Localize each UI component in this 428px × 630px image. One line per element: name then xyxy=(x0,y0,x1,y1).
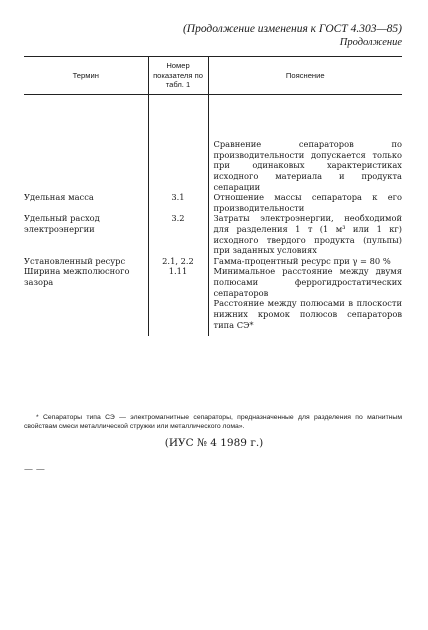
table-row xyxy=(24,192,402,213)
term-cell: Удельный расход электроэнергии xyxy=(24,213,148,255)
table-row xyxy=(24,95,402,193)
term-cell xyxy=(24,298,148,336)
column-header-number: Номер показателя по табл. 1 xyxy=(148,57,208,95)
explanation-cell: Сравнение сепараторов по производительности допускается только при одинаковых характеристиках исходного материала и продукта сепарации xyxy=(213,139,402,192)
number-cell: 3.2 xyxy=(148,213,208,255)
number-cell: 2.1, 2.2 xyxy=(148,256,208,267)
explanation-cell: Гамма-процентный ресурс при γ = 80 % xyxy=(213,255,391,266)
term-cell xyxy=(24,95,148,193)
number-cell: 1.11 xyxy=(148,266,208,298)
number-cell: 3.1 xyxy=(148,192,208,213)
ius-reference: (ИУС № 4 1989 г.) xyxy=(164,437,264,449)
explanation-cell: Минимальное расстояние между двумя полюсами феррогидростатических сепараторов xyxy=(213,266,402,298)
dash-mark: — — xyxy=(24,465,45,475)
table-header-row xyxy=(24,57,402,95)
table-row xyxy=(24,213,402,255)
column-header-term: Термин xyxy=(24,57,148,95)
term-cell: Установленный ресурс xyxy=(24,256,148,267)
table-row xyxy=(24,266,402,298)
header-title: (Продолжение изменения к ГОСТ 4.303—85) xyxy=(182,23,402,35)
column-header-explanation: Пояснение xyxy=(208,57,402,95)
number-cell xyxy=(148,298,208,336)
header-subtitle: Продолжение xyxy=(339,37,402,49)
term-cell: Ширина межполюсного зазора xyxy=(24,266,148,298)
footnote: * Сепараторы типа СЭ — электромагнитные сепараторы, предназначенные для разделения по магнитным свойствам смеси металлической стружки или металлического лома». xyxy=(24,414,402,431)
term-cell: Удельная масса xyxy=(24,192,148,213)
table-row xyxy=(24,256,402,267)
explanation-cell: Расстояние между полюсами в плоскости нижних кромок полюсов сепараторов типа СЭ* xyxy=(213,298,402,330)
page-header xyxy=(183,22,402,50)
table-row xyxy=(24,298,402,336)
explanation-cell: Затраты электроэнергии, необходимой для разделения 1 т (1 м³ или 1 кг) исходного твердого продукта (пульпы) при заданных условиях xyxy=(213,213,402,256)
terms-table xyxy=(24,56,402,336)
explanation-cell: Отношение массы сепаратора к его производительности xyxy=(213,192,402,213)
number-cell xyxy=(148,95,208,193)
